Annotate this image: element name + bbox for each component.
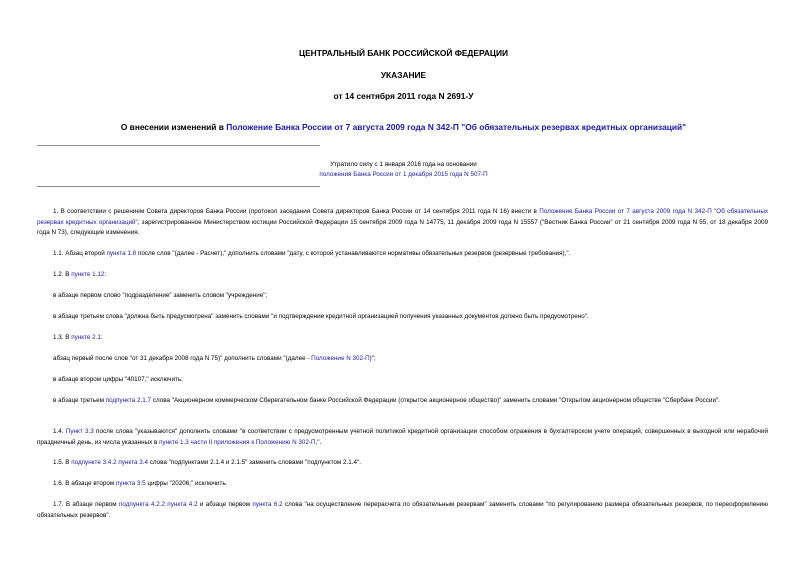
paragraph-text: , зарегистрированное Министерством юстиции Российской Федерации 15 сентября 2009 года N 14775, 11 декабря 2009 года N 15557 ("Вестник Банка России" от 21 сентября 2009 года N 55, от 18 декабря 2009 года N 73), следующие изменения. xyxy=(37,218,768,236)
paragraph-1 xyxy=(37,207,768,239)
paragraph-text: абзац первый после слов "от 31 декабря 2008 года N 75)" дополнить словами "(далее - xyxy=(53,355,312,362)
repeal-note-text: Утратило силу с 1 января 2016 года на основании xyxy=(330,161,477,168)
paragraph-1-1 xyxy=(37,249,768,260)
clause-3-5-link[interactable]: пункта 3.5 xyxy=(115,480,146,487)
paragraph-1-3 xyxy=(37,333,768,344)
note-divider-top xyxy=(37,145,320,146)
paragraph-text: 1.6. В абзаце втором xyxy=(53,480,116,487)
paragraph-text: после слова "указываются" дополнить словами "в соответствии с предусмотренным учетной политикой кредитной организации способом отражения в бухгалтерском учете операций, совершенных в выходной или нерабочий праздничный день, из числа указанных в xyxy=(37,428,768,446)
paragraph-1-5 xyxy=(37,458,768,469)
note-divider-bottom xyxy=(37,186,320,187)
paragraph-1-6 xyxy=(37,479,768,490)
paragraph-text: 1.2. В xyxy=(53,271,72,278)
paragraph-text: слова "на осуществление перерасчета по обязательным резервам" заменить словами "по регулированию размера обязательных резервов, по переоформлению обязательных резервов". xyxy=(37,501,768,519)
repeal-regulation-link[interactable]: положения Банка России от 1 декабря 2015 года N 507-П xyxy=(319,171,488,178)
paragraph-text: в абзаце третьем xyxy=(53,397,106,404)
paragraph-text: 1.5. В xyxy=(53,459,72,466)
paragraph-text: после слов "(далее - Расчет)," дополнить словами "дату, с которой устанавливаются нормативы обязательных резервов (резервные требования),". xyxy=(136,250,571,257)
clause-6-2-link[interactable]: пункта 6.2 xyxy=(252,501,283,508)
paragraph-1-3-a xyxy=(37,354,768,365)
paragraph-text: слова "подпунктами 2.1.4 и 2.1.5" заменить словами "подпунктом 2.1.4". xyxy=(148,459,361,466)
repeal-note-line xyxy=(0,170,807,180)
paragraph-1-3-c xyxy=(37,396,768,407)
clause-3-3-link[interactable]: Пункт 3.3 xyxy=(65,428,94,435)
paragraph-text: 1. В соответствии с решением Совета директоров Банка России (протокол заседания Совета директоров Банка России от 14 сентября 2011 года N 16) внести в xyxy=(53,208,540,215)
regulation-342p-link[interactable]: Положение Банка России от 7 августа 2009 года N 342-П "Об обязательных резервах кредитных организаций" xyxy=(37,208,769,226)
paragraph-text: )"; xyxy=(369,355,376,362)
paragraph-text: 1.7. В абзаце первом xyxy=(53,501,119,508)
subclause-2-1-7-link[interactable]: подпункта 2.1.7 xyxy=(105,397,152,404)
issuer-title: ЦЕНТРАЛЬНЫЙ БАНК РОССИЙСКОЙ ФЕДЕРАЦИИ xyxy=(298,48,509,58)
paragraph-1-3-b: в абзаце втором цифры "40107," исключить; xyxy=(53,376,183,383)
subject-text: О внесении изменений в xyxy=(120,122,227,132)
part-2-appendix-302p-link[interactable]: пункте 1.3 части II приложения к Положению N 302-П xyxy=(159,438,316,446)
clause-2-1-link[interactable]: пункте 2.1 xyxy=(71,334,101,341)
clause-1-8-link[interactable]: пункта 1.8 xyxy=(106,250,137,257)
paragraph-1-7 xyxy=(37,500,768,521)
paragraph-text: ,". xyxy=(315,438,322,446)
paragraph-1-2-b: в абзаце третьем слова "должна быть предусмотрена" заменить словами "и подтверждение кредитной организацией получения указанных документов должно быть предусмотрено". xyxy=(53,313,589,320)
paragraph-text: : xyxy=(100,334,103,341)
paragraph-text: слова "Акционерном коммерческом Сберегательном банке Российской Федерации (открытое акционерное общество)" заменить словами "Открытом акционерном обществе "Сбербанк России". xyxy=(151,397,720,404)
subject-regulation-link[interactable]: Положение Банка России от 7 августа 2009 года N 342-П "Об обязательных резервах кредитных организаций" xyxy=(226,122,687,132)
document-date-number: от 14 сентября 2011 года N 2691-У xyxy=(333,91,474,101)
paragraph-text: 1.4. xyxy=(53,428,66,435)
subclause-3-4-2-link[interactable]: подпункте 3.4.2 пункта 3.4 xyxy=(71,459,149,466)
paragraph-1-2 xyxy=(37,270,768,281)
paragraph-text: цифры "20206," исключить. xyxy=(145,480,228,487)
paragraph-text: : xyxy=(104,271,107,278)
paragraph-text: 1.3. В xyxy=(53,334,72,341)
paragraph-text: 1.1. Абзац второй xyxy=(53,250,107,257)
clause-1-12-link[interactable]: пункте 1.12 xyxy=(71,271,105,278)
paragraph-1-4 xyxy=(37,427,768,448)
document-subject xyxy=(0,122,807,132)
subclause-4-2-2-link[interactable]: подпункта 4.2.2 пункта 4.2 xyxy=(118,501,198,508)
regulation-302p-link[interactable]: Положение N 302-П xyxy=(311,355,370,362)
paragraph-1-2-a: в абзаце первом слово "подразделение" заменить словом "учреждение"; xyxy=(53,292,268,299)
document-type: УКАЗАНИЕ xyxy=(380,70,427,80)
paragraph-text: и абзаце первом xyxy=(197,501,253,508)
